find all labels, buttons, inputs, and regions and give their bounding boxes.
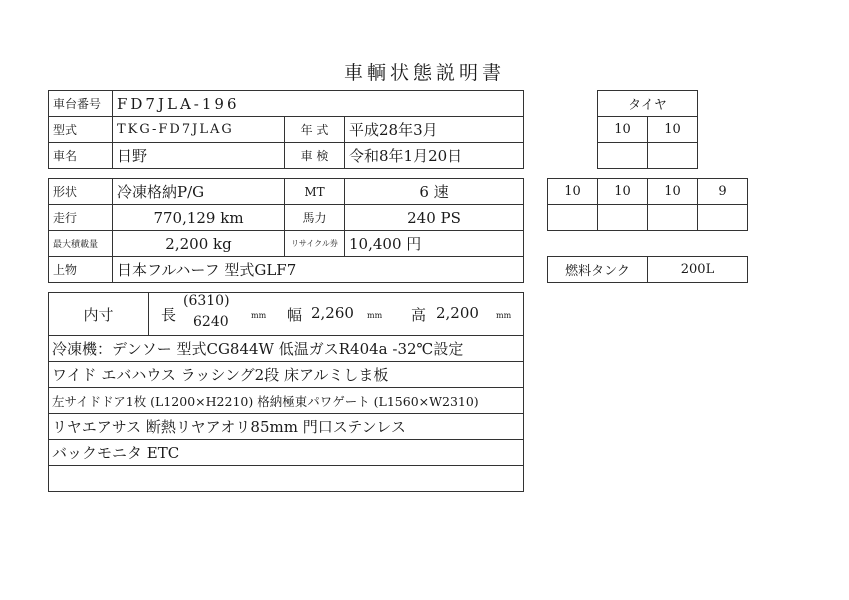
max-load-value: 2,200 kg bbox=[113, 231, 285, 257]
inspection-value: 令和8年1月20日 bbox=[345, 143, 524, 169]
note-body-type: ワイド エバハウス ラッシング2段 床アルミしま板 bbox=[49, 362, 524, 388]
rear-tire-empty-1 bbox=[548, 205, 598, 231]
maker-label: 車名 bbox=[49, 143, 113, 169]
recycle-ticket-label: リサイクル券 bbox=[285, 231, 345, 257]
year-label: 年 式 bbox=[285, 117, 345, 143]
shape-label: 形状 bbox=[49, 179, 113, 205]
length-inner-value: 6240 bbox=[193, 314, 229, 330]
rear-tire-3: 10 bbox=[648, 179, 698, 205]
height-value: 2,200 bbox=[436, 304, 479, 322]
rear-tire-empty-4 bbox=[698, 205, 748, 231]
rear-tire-2: 10 bbox=[598, 179, 648, 205]
note-empty bbox=[49, 466, 524, 492]
document-title: 車輌状態説明書 bbox=[343, 62, 505, 84]
model-value: TKG-FD7JLAG bbox=[113, 117, 285, 143]
spec-table bbox=[48, 178, 524, 283]
height-unit: mm bbox=[496, 311, 512, 320]
fuel-tank-table bbox=[547, 256, 748, 283]
width-unit: mm bbox=[367, 311, 383, 320]
note-suspension: リヤエアサス 断熱リヤアオリ85mm 門口ステンレス bbox=[49, 414, 524, 440]
front-tire-left: 10 bbox=[598, 117, 648, 143]
fuel-tank-value: 200L bbox=[648, 257, 748, 283]
maker-value: 日野 bbox=[113, 143, 285, 169]
note-doors: 左サイドドア1枚 (L1200×H2210) 格納極東パワゲート (L1560×W2310) bbox=[49, 388, 524, 414]
rear-tire-1: 10 bbox=[548, 179, 598, 205]
front-tire-empty-left bbox=[598, 143, 648, 169]
rear-tire-empty-3 bbox=[648, 205, 698, 231]
fuel-tank-label: 燃料タンク bbox=[548, 257, 648, 283]
inspection-label: 車 検 bbox=[285, 143, 345, 169]
transmission-value: 6 速 bbox=[345, 179, 524, 205]
transmission-label: MT bbox=[285, 179, 345, 205]
shape-value: 冷凍格納P/G bbox=[113, 179, 285, 205]
recycle-ticket-value: 10,400 円 bbox=[345, 231, 524, 257]
height-label: 高 bbox=[411, 306, 427, 324]
model-label: 型式 bbox=[49, 117, 113, 143]
rear-tire-empty-2 bbox=[598, 205, 648, 231]
rear-tire-table bbox=[547, 178, 748, 231]
width-value: 2,260 bbox=[311, 304, 354, 322]
length-outer-value: (6310) bbox=[183, 293, 230, 309]
chassis-number-label: 車台番号 bbox=[49, 91, 113, 117]
year-value: 平成28年3月 bbox=[345, 117, 524, 143]
chassis-number-value: FD7JLA-196 bbox=[113, 91, 524, 117]
max-load-label: 最大積載量 bbox=[49, 231, 113, 257]
inner-dimensions-label: 内寸 bbox=[49, 293, 149, 336]
length-unit: mm bbox=[251, 311, 267, 320]
note-refrigeration: 冷凍機：デンソー 型式CG844W 低温ガスR404a -32℃設定 bbox=[49, 336, 524, 362]
mileage-value: 770,129 km bbox=[113, 205, 285, 231]
cargo-details-table bbox=[48, 292, 524, 492]
front-tire-table bbox=[597, 90, 698, 169]
horsepower-label: 馬力 bbox=[285, 205, 345, 231]
horsepower-value: 240 PS bbox=[345, 205, 524, 231]
note-equipment: バックモニタ ETC bbox=[49, 440, 524, 466]
body-label: 上物 bbox=[49, 257, 113, 283]
width-label: 幅 bbox=[287, 306, 303, 324]
body-value: 日本フルハーフ 型式GLF7 bbox=[113, 257, 524, 283]
mileage-label: 走行 bbox=[49, 205, 113, 231]
rear-tire-4: 9 bbox=[698, 179, 748, 205]
front-tire-right: 10 bbox=[648, 117, 698, 143]
length-label: 長 bbox=[161, 306, 177, 324]
front-tire-empty-right bbox=[648, 143, 698, 169]
tire-label: タイヤ bbox=[598, 91, 698, 117]
vehicle-info-table bbox=[48, 90, 524, 169]
inner-dimensions-values bbox=[149, 293, 524, 336]
